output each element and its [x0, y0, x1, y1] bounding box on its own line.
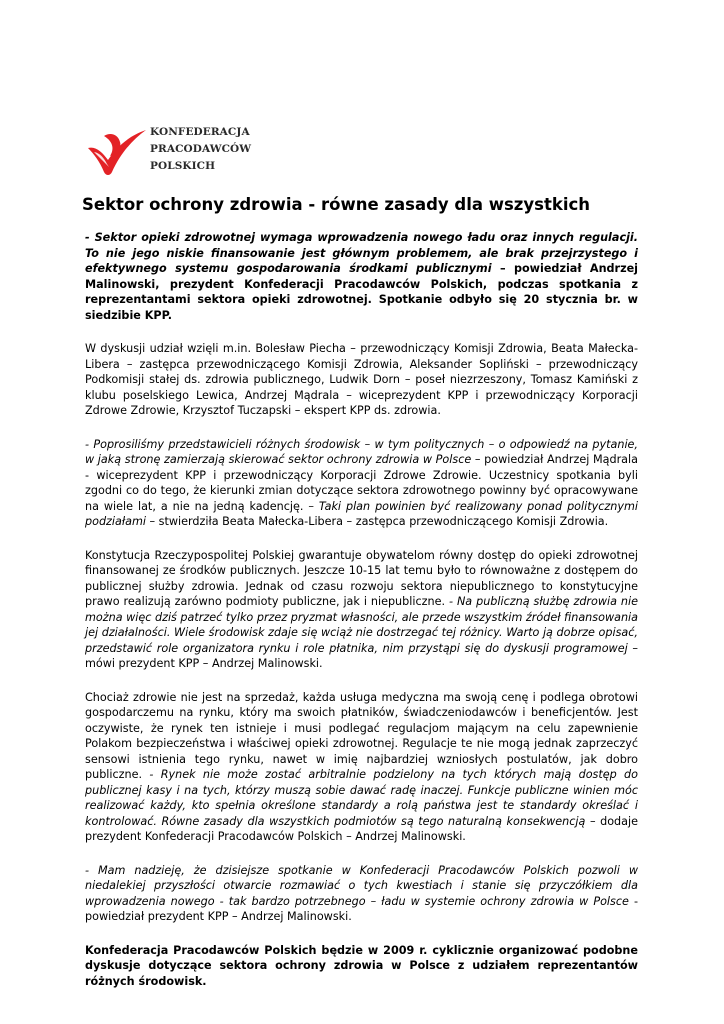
- malecka-text: – stwierdziła Beata Małecka-Libera – zastępca przewodniczącego Komisji Zdrowia.: [145, 515, 609, 528]
- market-quote: - Rynek nie może zostać arbitralnie podzielony na tych których mają dostęp do publicznej kasy i na tych, którzy muszą sobie dawać radę inaczej. Funkcje publiczne winien móc realizować każdy, kto spełnia określone standardy a rolą państwa jest te standardy określać i kontrolować. Równe zasady dla wszystkich podmiotów są tego naturalną konsekwencją: [85, 768, 639, 828]
- lead-quote: - Sektor opieki zdrowotnej wymaga wprowadzenia nowego ładu oraz innych regulacji. To nie jego niskie finansowanie jest głównym problemem, ale brak przejrzystego i efektywnego systemu gospodarowania środkami publicznymi: [85, 231, 638, 275]
- paragraph-constitution: [85, 548, 638, 672]
- kpp-logo-mark-icon: [86, 126, 148, 178]
- logo-line-2: PRACODAWCÓW: [150, 143, 252, 155]
- article-body: [85, 230, 638, 1007]
- madrala-text: – powiedział Andrzej Mądrala - wiceprezydent KPP i przewodniczący Korporacji Zdrowe Zdrowie. Uczestnicy spotkania byli zgodni co do tego, że kierunki zmian dotyczące sektora zdrowotnego powinny być opracowywane na wiele lat, a nie na jedną kadencję.: [85, 453, 638, 513]
- logo-line-3: POLSKICH: [150, 160, 216, 172]
- madrala-quote: - Poprosiliśmy przedstawicieli różnych środowisk – w tym politycznych – o odpowiedź na pytanie, w jaką stronę zamierzają skierować sektor ochrony zdrowia w Polsce: [85, 437, 638, 466]
- page-title: Sektor ochrony zdrowia - równe zasady dla wszystkich: [82, 195, 591, 214]
- closing-paragraph: Konfederacja Pracodawców Polskich będzie w 2009 r. cyklicznie organizować podobne dyskusje dotyczące sektora ochrony zdrowia w Polsce z udziałem reprezentantów różnych środowisk.: [85, 943, 638, 988]
- kpp-logo: [86, 122, 286, 182]
- logo-line-1: KONFEDERACJA: [150, 126, 250, 138]
- hope-quote: - Mam nadzieję, że dzisiejsze spotkanie w Konfederacji Pracodawców Polskich pozwoli w niedalekiej przyszłości otwarcie rozmawiać o tych kwestiach i stanie się przyczółkiem dla wprowadzenia nowego - tak bardzo potrzebnego – ładu w systemie ochrony zdrowia w Polsce: [85, 863, 638, 908]
- paragraph-market: [85, 690, 638, 845]
- paragraph-madrala: [85, 437, 638, 530]
- logo-wordmark: [150, 124, 251, 175]
- constitution-attribution: – mówi prezydent KPP – Andrzej Malinowski.: [85, 641, 639, 670]
- market-attribution: – dodaje prezydent Konfederacji Pracodawców Polskich – Andrzej Malinowski.: [85, 814, 639, 843]
- paragraph-hope: [85, 863, 638, 925]
- participants-paragraph: W dyskusji udział wzięli m.in. Bolesław Piecha – przewodniczący Komisji Zdrowia, Beata Małecka-Libera – zastępca przewodniczącego Komisji Zdrowia, Aleksander Sopliński – przewodniczący Podkomisji stałej ds. zdrowia publicznego, Ludwik Dorn – poseł niezrzeszony, Tomasz Kamiński z klubu poselskiego Lewica, Andrzej Mądrala – wiceprezydent KPP i przewodniczący Korporacji Zdrowe Zdrowie, Krzysztof Tuczapski – ekspert KPP ds. zdrowia.: [85, 342, 638, 417]
- market-text: Chociaż zdrowie nie jest na sprzedaż, każda usługa medyczna ma swoją cenę i podlega obrotowi gospodarczemu na rynku, który ma swoich płatników, świadczeniodawców i beneficjentów. Jest oczywiste, że rynek ten istnieje i musi podlegać regulacjom mającym na celu zapewnienie Polakom bezpieczeństwa i właściwej opieki zdrowotnej. Regulacje te nie mogą jednak zaprzeczyć sensowi istnienia tego rynku, nawet w imię najbardziej wzniosłych postulatów, jak dobro publiczne.: [85, 690, 638, 781]
- lead-paragraph: [85, 230, 638, 323]
- hope-attribution: - powiedział prezydent KPP – Andrzej Malinowski.: [85, 894, 639, 923]
- lead-rest: – powiedział Andrzej Malinowski, prezydent Konfederacji Pracodawców Polskich, podczas spotkania z reprezentantami sektora opieki zdrowotnej. Spotkanie odbyło się 20 stycznia br. w siedzibie KPP.: [85, 262, 638, 322]
- constitution-quote: - Na publiczną służbę zdrowia nie można więc dziś patrzeć tylko przez pryzmat własności, ale przede wszystkim źródeł finansowania jej działalności. Wiele środowisk zdaje się wciąż nie dostrzegać tej różnicy. Warto ją dobrze opisać, przedstawić role organizatora rynku i role płatnika, nim przystąpi się do dyskusji programowej: [85, 595, 638, 655]
- malecka-quote: – Taki plan powinien być realizowany ponad politycznymi podziałami: [85, 499, 638, 528]
- constitution-text: Konstytucja Rzeczypospolitej Polskiej gwarantuje obywatelom równy dostęp do opieki zdrowotnej finansowanej ze środków publicznych. Jeszcze 10-15 lat temu było to równoważne z dostępem do publicznej służby zdrowia. Jednak od czasu rozwoju sektora niepublicznego to konstytucyjne prawo realizują zarówno podmioty publiczne, jak i niepubliczne.: [85, 548, 638, 608]
